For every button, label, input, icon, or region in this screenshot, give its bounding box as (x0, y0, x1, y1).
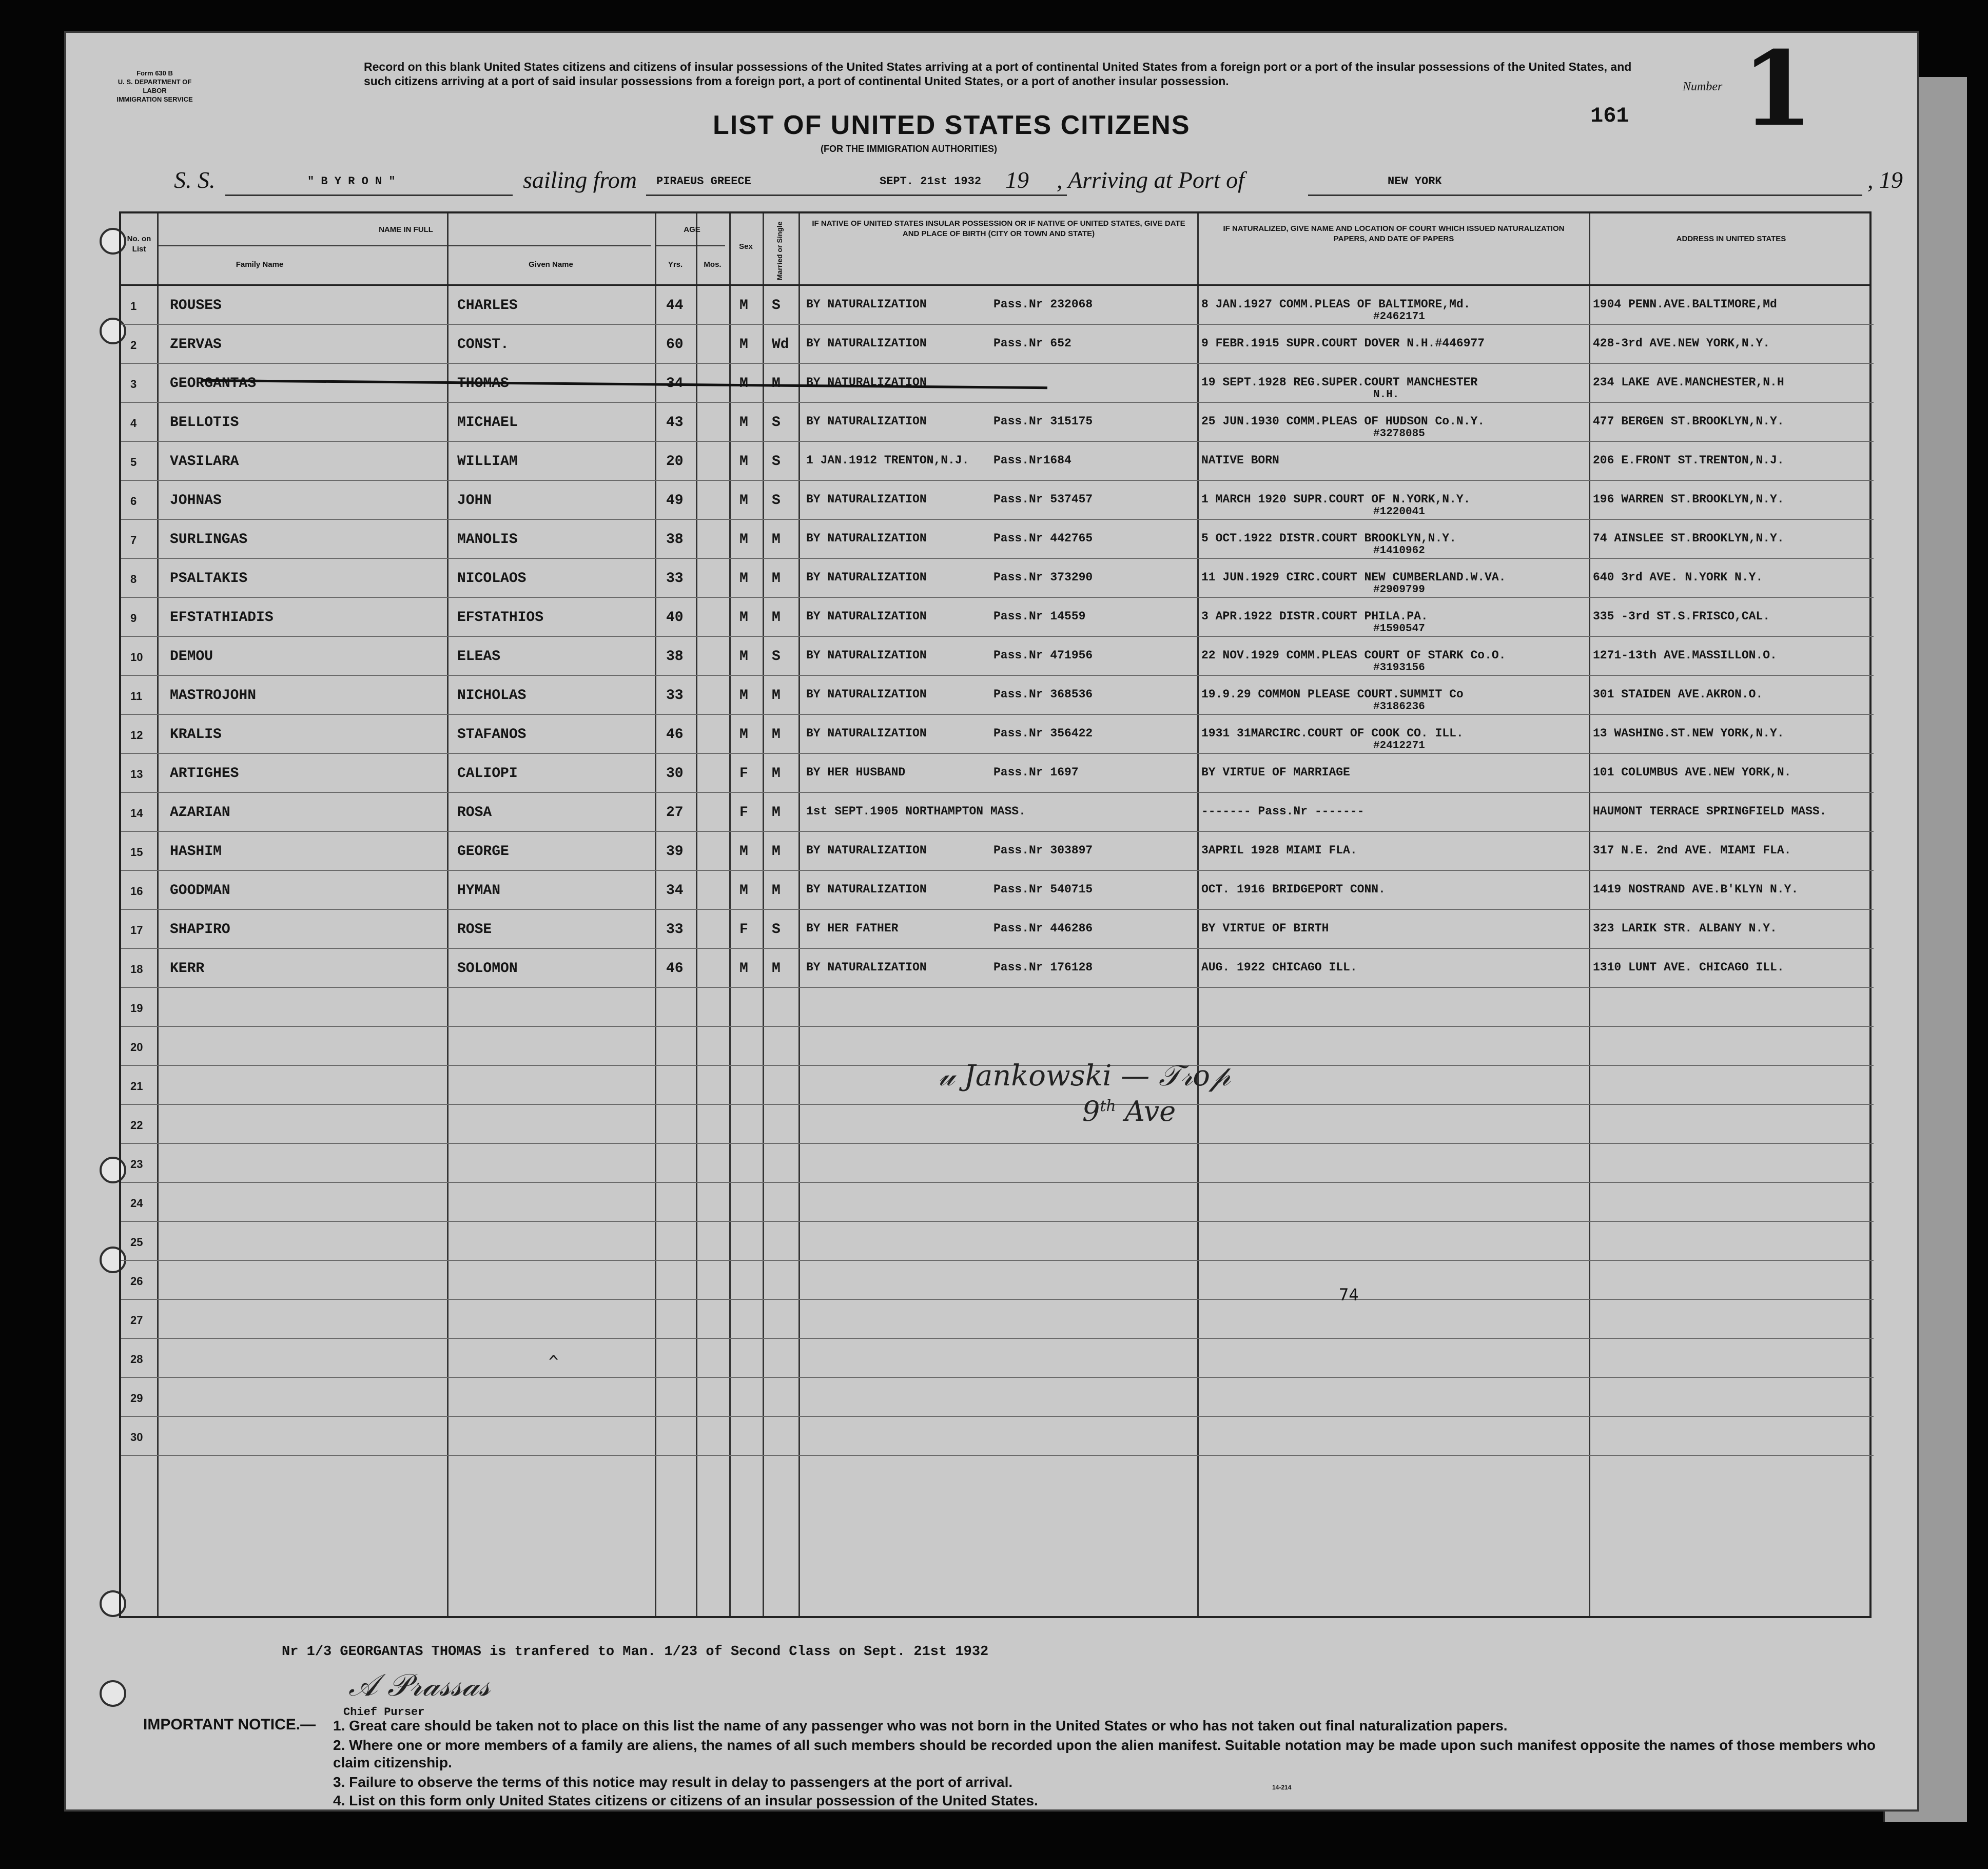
birth-info: BY NATURALIZATION (806, 610, 927, 623)
marital-status: S (772, 649, 781, 665)
address: 323 LARIK STR. ALBANY N.Y. (1593, 922, 1777, 935)
passport-number: Pass.Nr 232068 (993, 298, 1093, 311)
address: 317 N.E. 2nd AVE. MIAMI FLA. (1593, 844, 1791, 857)
passport-number: Pass.Nr 471956 (993, 649, 1093, 662)
sex: M (739, 610, 748, 626)
row-number: 1 (130, 300, 137, 313)
header-family-name: Family Name (236, 260, 284, 269)
header-native: IF NATIVE OF UNITED STATES INSULAR POSSESSION OR IF NATIVE OF UNITED STATES, GIVE DATE AND PLACE OF BIRTH (CITY OR TOWN AND STATE) (812, 219, 1185, 238)
header-years: Yrs. (668, 260, 683, 269)
row-number: 29 (130, 1392, 143, 1405)
marital-status: S (772, 415, 781, 431)
birth-info: BY NATURALIZATION (806, 727, 927, 740)
header-age: AGE (684, 225, 700, 234)
passport-number: Pass.Nr 1697 (993, 766, 1079, 779)
port-to: NEW YORK (1388, 175, 1442, 188)
age-years: 38 (666, 649, 684, 665)
table-row (121, 1260, 1874, 1299)
family-name: GEORGANTAS (170, 376, 257, 392)
age-years: 60 (666, 337, 684, 353)
header-no-on-list: No. on List (127, 235, 151, 254)
row-number: 22 (130, 1119, 143, 1132)
address: HAUMONT TERRACE SPRINGFIELD MASS. (1593, 805, 1827, 818)
family-name: PSALTAKIS (170, 571, 248, 587)
table-row (121, 1104, 1874, 1143)
given-name: JOHN (457, 493, 492, 509)
marital-status: M (772, 766, 781, 782)
family-name: SURLINGAS (170, 532, 248, 548)
row-number: 23 (130, 1158, 143, 1171)
family-name: AZARIAN (170, 805, 230, 821)
transfer-note: Nr 1/3 GEORGANTAS THOMAS is tranfered to Man. 1/23 of Second Class on Sept. 21st 1932 (282, 1644, 989, 1660)
given-name: CONST. (457, 337, 509, 353)
passport-number: Pass.Nr 356422 (993, 727, 1093, 740)
court-info: ------- Pass.Nr ------- (1201, 805, 1365, 818)
birth-info: BY NATURALIZATION (806, 298, 927, 311)
preamble-text: Record on this blank United States citizens and citizens of insular possessions of the United States arriving at a port of continental United States from a foreign port or a port of the insular possessions of the United States, and such citizens arriving at a port of said insular possessions from a foreign port, a port of continental United States, or a port of another insular possession. (364, 60, 1632, 88)
given-name: HYMAN (457, 883, 501, 899)
family-name: KRALIS (170, 727, 222, 743)
address: 1904 PENN.AVE.BALTIMORE,Md (1593, 298, 1777, 311)
table-row (121, 870, 1874, 909)
birth-info: BY NATURALIZATION (806, 883, 927, 896)
family-name: VASILARA (170, 454, 239, 470)
row-number: 21 (130, 1080, 143, 1093)
marital-status: S (772, 922, 781, 938)
header-months: Mos. (704, 260, 722, 269)
row-number: 6 (130, 495, 137, 508)
family-name: KERR (170, 961, 205, 977)
court-info: 1931 31MARCIRC.COURT OF COOK CO. ILL. (1201, 727, 1464, 740)
passport-number: Pass.Nr 14559 (993, 610, 1086, 623)
port-to-underline (1308, 194, 1862, 196)
table-row (121, 519, 1874, 558)
year-end: , 19 (1867, 167, 1903, 193)
given-name: ROSE (457, 922, 492, 938)
family-name: GOODMAN (170, 883, 230, 899)
address: 428-3rd AVE.NEW YORK,N.Y. (1593, 337, 1770, 350)
sex: M (739, 727, 748, 743)
row-number: 13 (130, 768, 143, 781)
given-name: WILLIAM (457, 454, 518, 470)
court-info: NATIVE BORN (1201, 454, 1279, 467)
birth-info: BY NATURALIZATION (806, 688, 927, 701)
given-name: CHARLES (457, 298, 518, 314)
row-number: 12 (130, 729, 143, 742)
family-name: MASTROJOHN (170, 688, 257, 704)
marital-status: M (772, 883, 781, 899)
header-divider (655, 245, 725, 246)
header-name-in-full: NAME IN FULL (379, 225, 433, 234)
pencil-mark: ^ (549, 1352, 559, 1371)
certificate-number: #1410962 (1373, 545, 1425, 557)
given-name: NICOLAOS (457, 571, 527, 587)
birth-info: BY HER FATHER (806, 922, 899, 935)
certificate-number: #3193156 (1373, 662, 1425, 674)
service-name: IMMIGRATION SERVICE (116, 95, 193, 103)
certificate-number: #1220041 (1373, 506, 1425, 518)
certificate-number: #3186236 (1373, 701, 1425, 713)
sex: M (739, 688, 748, 704)
table-row (121, 1299, 1874, 1338)
row-number: 26 (130, 1275, 143, 1288)
table-row (121, 324, 1874, 363)
year-suffix: 19 (1005, 167, 1029, 193)
age-years: 33 (666, 922, 684, 938)
ship-name: " B Y R O N " (307, 175, 396, 188)
address: 196 WARREN ST.BROOKLYN,N.Y. (1593, 493, 1784, 506)
court-info: 11 JUN.1929 CIRC.COURT NEW CUMBERLAND.W.VA. (1201, 571, 1506, 584)
ss-label: S. S. (174, 167, 216, 193)
sex: M (739, 337, 748, 353)
notice-item-3: 3. Failure to observe the terms of this notice may result in delay to passengers at the port of arrival. (333, 1774, 1013, 1790)
given-name: NICHOLAS (457, 688, 527, 704)
address: 13 WASHING.ST.NEW YORK,N.Y. (1593, 727, 1784, 740)
court-info: 5 OCT.1922 DISTR.COURT BROOKLYN,N.Y. (1201, 532, 1456, 545)
family-name: ROUSES (170, 298, 222, 314)
sex: M (739, 298, 748, 314)
marital-status: M (772, 961, 781, 977)
birth-info: 1 JAN.1912 TRENTON,N.J. (806, 454, 969, 467)
sex: F (739, 922, 748, 938)
birth-info: BY NATURALIZATION (806, 337, 927, 350)
row-number: 4 (130, 417, 137, 430)
age-years: 30 (666, 766, 684, 782)
sex: M (739, 883, 748, 899)
birth-info: BY NATURALIZATION (806, 961, 927, 974)
list-number: 1 (1742, 31, 1814, 149)
header-divider (157, 245, 651, 246)
marital-status: M (772, 688, 781, 704)
marital-status: M (772, 727, 781, 743)
header-married-single: Married or Single (775, 221, 784, 280)
handwritten-signature: 𝓊 Jankowski — 𝒯𝓇𝑜𝓅 (939, 1059, 1231, 1093)
table-row (121, 636, 1874, 675)
court-info: 3 APR.1922 DISTR.COURT PHILA.PA. (1201, 610, 1428, 623)
header-address: ADDRESS IN UNITED STATES (1676, 235, 1786, 243)
table-row (121, 831, 1874, 870)
court-info: BY VIRTUE OF BIRTH (1201, 922, 1329, 935)
row-number: 27 (130, 1314, 143, 1327)
table-row (121, 480, 1874, 519)
certificate-number: #2909799 (1373, 584, 1425, 596)
passport-number: Pass.Nr 176128 (993, 961, 1093, 974)
table-row (121, 1377, 1874, 1416)
row-divider (121, 1455, 1874, 1456)
address: 1310 LUNT AVE. CHICAGO ILL. (1593, 961, 1784, 974)
row-number: 16 (130, 885, 143, 898)
court-info: 3APRIL 1928 MIAMI FLA. (1201, 844, 1357, 857)
margin-number: 74 (1339, 1285, 1359, 1305)
age-years: 46 (666, 727, 684, 743)
form-id (110, 69, 200, 104)
passport-number: Pass.Nr 303897 (993, 844, 1093, 857)
age-years: 46 (666, 961, 684, 977)
notice-item-2: 2. Where one or more members of a family are aliens, the names of all such members should be recorded upon the alien manifest. Suitable notation may be made upon such manifest opposite the names of those members who claim citizenship. (333, 1737, 1876, 1770)
certificate-number: #2412271 (1373, 740, 1425, 752)
table-row (121, 441, 1874, 480)
department-name: U. S. DEPARTMENT OF LABOR (118, 78, 192, 94)
birth-info: 1st SEPT.1905 NORTHAMPTON MASS. (806, 805, 1026, 818)
given-name: THOMAS (457, 376, 509, 392)
birth-info: BY HER HUSBAND (806, 766, 906, 779)
age-years: 38 (666, 532, 684, 548)
purser-signature: 𝒜 𝒫𝓇𝒶𝓈𝓈𝒶𝓈 (348, 1667, 491, 1703)
number-label: Number (1683, 80, 1723, 93)
given-name: EFSTATHIOS (457, 610, 544, 626)
family-name: BELLOTIS (170, 415, 239, 431)
row-number: 15 (130, 846, 143, 859)
table-row (121, 948, 1874, 987)
court-info: 19.9.29 COMMON PLEASE COURT.SUMMIT Co (1201, 688, 1464, 701)
row-number: 19 (130, 1002, 143, 1015)
marital-status: S (772, 454, 781, 470)
table-row (121, 909, 1874, 948)
passport-number: Pass.Nr 442765 (993, 532, 1093, 545)
table-row (121, 1338, 1874, 1377)
family-name: SHAPIRO (170, 922, 230, 938)
family-name: JOHNAS (170, 493, 222, 509)
port-from: PIRAEUS GREECE (656, 175, 751, 188)
sex: M (739, 571, 748, 587)
address: 1271-13th AVE.MASSILLON.O. (1593, 649, 1777, 662)
court-info: BY VIRTUE OF MARRIAGE (1201, 766, 1350, 779)
table-row (121, 402, 1874, 441)
page-subtitle: (FOR THE IMMIGRATION AUTHORITIES) (821, 144, 997, 154)
table-row (121, 792, 1874, 831)
row-number: 5 (130, 456, 137, 469)
passport-number: Pass.Nr1684 (993, 454, 1071, 467)
given-name: SOLOMON (457, 961, 518, 977)
sex: F (739, 766, 748, 782)
notice-item-1: 1. Great care should be taken not to place on this list the name of any passenger who was not born in the United States or who has not taken out final naturalization papers. (333, 1718, 1508, 1734)
family-name: ZERVAS (170, 337, 222, 353)
header-naturalized: IF NATURALIZED, GIVE NAME AND LOCATION OF COURT WHICH ISSUED NATURALIZATION PAPERS, AND DATE OF PAPERS (1223, 224, 1565, 243)
arriving-label: , Arriving at Port of (1057, 167, 1244, 193)
birth-info: BY NATURALIZATION (806, 376, 927, 389)
row-number: 20 (130, 1041, 143, 1054)
table-row (121, 558, 1874, 597)
sex: M (739, 493, 748, 509)
birth-info: BY NATURALIZATION (806, 415, 927, 428)
header-given-name: Given Name (529, 260, 573, 269)
table-row (121, 675, 1874, 714)
address: 74 AINSLEE ST.BROOKLYN,N.Y. (1593, 532, 1784, 545)
given-name: MANOLIS (457, 532, 518, 548)
page-number: 161 (1590, 104, 1629, 128)
address: 477 BERGEN ST.BROOKLYN,N.Y. (1593, 415, 1784, 428)
family-name: EFSTATHIADIS (170, 610, 274, 626)
row-number: 2 (130, 339, 137, 352)
sex: M (739, 961, 748, 977)
age-years: 49 (666, 493, 684, 509)
row-number: 10 (130, 651, 143, 664)
manifest-page (64, 31, 1919, 1812)
row-number: 17 (130, 924, 143, 937)
table-row (121, 987, 1874, 1026)
row-number: 7 (130, 534, 137, 547)
row-number: 30 (130, 1431, 143, 1444)
row-number: 18 (130, 963, 143, 976)
table-row (121, 1221, 1874, 1260)
sex: M (739, 415, 748, 431)
sex: M (739, 454, 748, 470)
sailing-date: SEPT. 21st 1932 (880, 175, 982, 188)
passport-number: Pass.Nr 373290 (993, 571, 1093, 584)
certificate-number: N.H. (1373, 389, 1399, 401)
age-years: 39 (666, 844, 684, 860)
passport-number: Pass.Nr 652 (993, 337, 1071, 350)
address: 234 LAKE AVE.MANCHESTER,N.H (1593, 376, 1784, 389)
address: 301 STAIDEN AVE.AKRON.O. (1593, 688, 1763, 701)
notice-label: IMPORTANT NOTICE.— (143, 1716, 316, 1733)
page-title: LIST OF UNITED STATES CITIZENS (713, 110, 1191, 140)
passport-number: Pass.Nr 368536 (993, 688, 1093, 701)
binding-hole (100, 1680, 126, 1707)
port-from-underline (646, 194, 1067, 196)
row-number: 8 (130, 573, 137, 586)
table-row (121, 597, 1874, 636)
family-name: DEMOU (170, 649, 213, 665)
table-row (121, 1182, 1874, 1221)
birth-info: BY NATURALIZATION (806, 844, 927, 857)
given-name: MICHAEL (457, 415, 518, 431)
ship-underline (225, 194, 513, 196)
court-info: 19 SEPT.1928 REG.SUPER.COURT MANCHESTER (1201, 376, 1478, 389)
sailing-from-label: sailing from (523, 167, 637, 193)
marital-status: M (772, 844, 781, 860)
marital-status: S (772, 493, 781, 509)
court-info: 1 MARCH 1920 SUPR.COURT OF N.YORK,N.Y. (1201, 493, 1471, 506)
certificate-number: #1590547 (1373, 623, 1425, 635)
table-row (121, 1416, 1874, 1455)
given-name: ROSA (457, 805, 492, 821)
birth-info: BY NATURALIZATION (806, 649, 927, 662)
passport-number: Pass.Nr 446286 (993, 922, 1093, 935)
certificate-number: #3278085 (1373, 428, 1425, 440)
row-number: 14 (130, 807, 143, 820)
court-info: 22 NOV.1929 COMM.PLEAS COURT OF STARK Co.O. (1201, 649, 1506, 662)
address: 1419 NOSTRAND AVE.B'KLYN N.Y. (1593, 883, 1799, 896)
table-row (121, 285, 1874, 324)
sex: F (739, 805, 748, 821)
age-years: 27 (666, 805, 684, 821)
court-info: AUG. 1922 CHICAGO ILL. (1201, 961, 1357, 974)
passport-number: Pass.Nr 540715 (993, 883, 1093, 896)
row-number: 28 (130, 1353, 143, 1366)
chief-purser-label: Chief Purser (343, 1706, 425, 1719)
marital-status: M (772, 532, 781, 548)
given-name: STAFANOS (457, 727, 527, 743)
court-info: 8 JAN.1927 COMM.PLEAS OF BALTIMORE,Md. (1201, 298, 1471, 311)
sex: M (739, 649, 748, 665)
age-years: 33 (666, 688, 684, 704)
sex: M (739, 844, 748, 860)
row-number: 25 (130, 1236, 143, 1249)
age-years: 43 (666, 415, 684, 431)
age-years: 33 (666, 571, 684, 587)
court-info: 25 JUN.1930 COMM.PLEAS OF HUDSON Co.N.Y. (1201, 415, 1485, 428)
marital-status: M (772, 376, 781, 392)
row-number: 9 (130, 612, 137, 625)
footer-code: 14-214 (1272, 1784, 1292, 1791)
family-name: ARTIGHES (170, 766, 239, 782)
given-name: GEORGE (457, 844, 509, 860)
birth-info: BY NATURALIZATION (806, 571, 927, 584)
table-row (121, 363, 1874, 402)
table-row (121, 1143, 1874, 1182)
family-name: HASHIM (170, 844, 222, 860)
address: 335 -3rd ST.S.FRISCO,CAL. (1593, 610, 1770, 623)
handwritten-annotation: 9th Ave (1082, 1095, 1176, 1127)
table-row (121, 714, 1874, 753)
passport-number: Pass.Nr 537457 (993, 493, 1093, 506)
marital-status: M (772, 610, 781, 626)
table-row (121, 753, 1874, 792)
given-name: CALIOPI (457, 766, 518, 782)
passenger-table (119, 211, 1872, 1618)
row-number: 3 (130, 378, 137, 391)
sex: M (739, 376, 748, 392)
birth-info: BY NATURALIZATION (806, 532, 927, 545)
row-number: 24 (130, 1197, 143, 1210)
header-sex: Sex (739, 242, 753, 251)
marital-status: M (772, 571, 781, 587)
age-years: 40 (666, 610, 684, 626)
marital-status: S (772, 298, 781, 314)
age-years: 20 (666, 454, 684, 470)
passport-number: Pass.Nr 315175 (993, 415, 1093, 428)
notice-item-4: 4. List on this form only United States citizens or citizens of an insular possession of the United States. (333, 1793, 1038, 1808)
marital-status: Wd (772, 337, 789, 353)
age-years: 44 (666, 298, 684, 314)
row-number: 11 (130, 690, 143, 703)
address: 206 E.FRONT ST.TRENTON,N.J. (1593, 454, 1784, 467)
address: 101 COLUMBUS AVE.NEW YORK,N. (1593, 766, 1791, 779)
marital-status: M (772, 805, 781, 821)
certificate-number: #2462171 (1373, 311, 1425, 323)
court-info: OCT. 1916 BRIDGEPORT CONN. (1201, 883, 1386, 896)
birth-info: BY NATURALIZATION (806, 493, 927, 506)
court-info: 9 FEBR.1915 SUPR.COURT DOVER N.H.#446977 (1201, 337, 1485, 350)
form-number: Form 630 B (137, 69, 173, 77)
voyage-line (174, 166, 1903, 197)
age-years: 34 (666, 883, 684, 899)
given-name: ELEAS (457, 649, 501, 665)
sex: M (739, 532, 748, 548)
address: 640 3rd AVE. N.YORK N.Y. (1593, 571, 1763, 584)
age-years: 34 (666, 376, 684, 392)
